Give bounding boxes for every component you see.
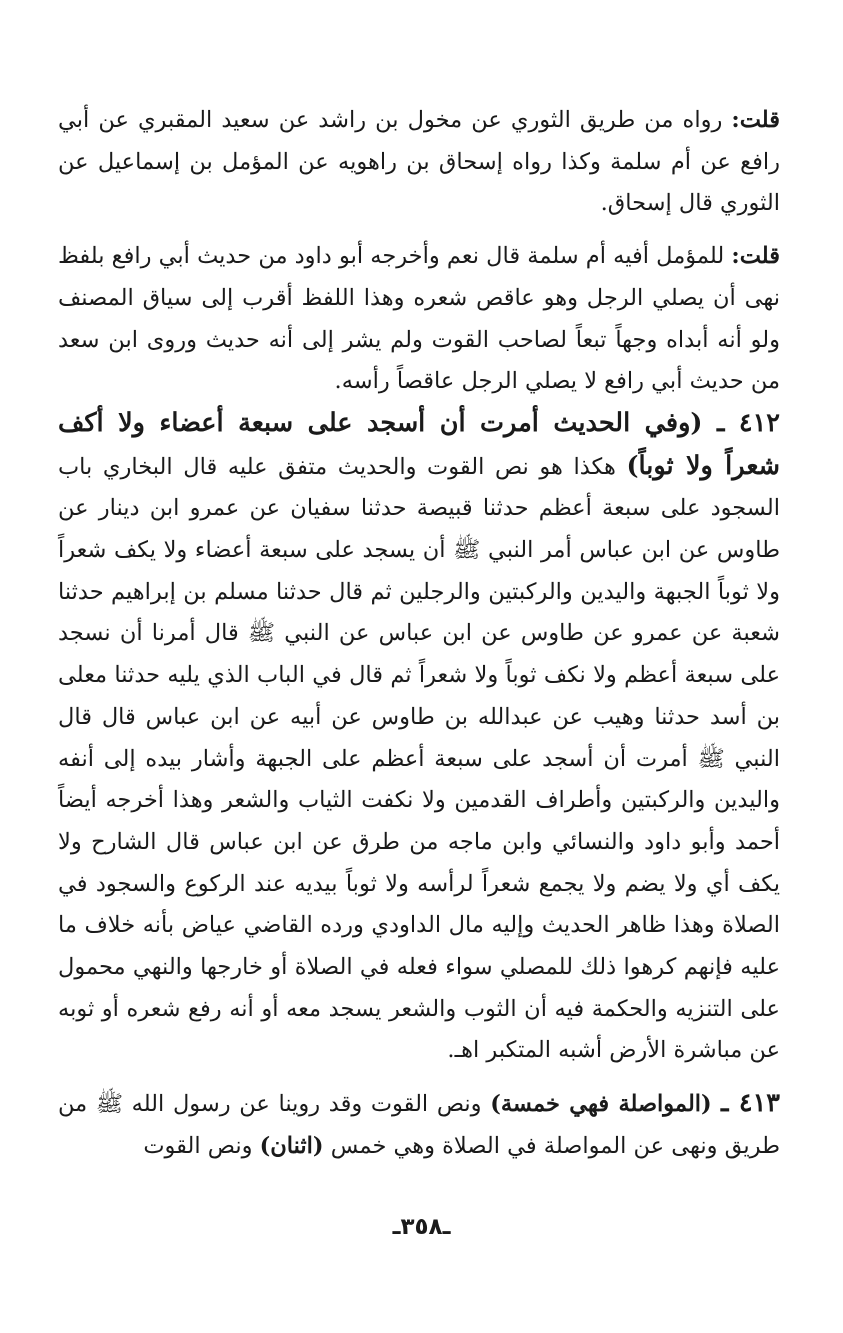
entry-heading: (وفي الحديث أمرت أن أسجد على سبعة أعضاء ولا أكف شعراً ولا ثوباً) <box>58 407 781 481</box>
paragraph-text: هكذا هو نص القوت والحديث متفق عليه قال البخاري باب السجود على سبعة أعظم حدثنا قبيصة حدثنا سفيان عن عمرو ابن دينار عن طاوس عن ابن عباس أمر النبي ﷺ أن يسجد على سبعة أعضاء ولا يكف شعراً ولا ثوباً الجبهة واليدين والركبتين والرجلين ثم قال حدثنا مسلم بن إبراهيم حدثنا شعبة عن عمرو عن طاوس عن ابن عباس عن النبي ﷺ قال أمرنا أن نسجد على سبعة أعظم ولا نكف ثوباً ولا شعراً ثم قال في الباب الذي يليه حدثنا معلى بن أسد حدثنا وهيب عن عبدالله بن طاوس عن أبيه عن ابن عباس قال قال النبي ﷺ أمرت أن أسجد على سبعة أعظم على الجبهة وأشار بيده إلى أنفه واليدين والركبتين وأطراف القدمين ولا نكفت الثياب والشعر وهذا أخرجه أيضاً أحمد وأبو داود والنسائي وابن ماجه من طرق عن ابن عباس قال الشارح ولا يكف أي ولا يضم ولا يجمع شعراً لرأسه ولا ثوباً بيديه عند الركوع والسجود في الصلاة وهذا ظاهر الحديث وإليه مال الداودي ورده القاضي عياض بأنه خلاف ما عليه فإنهم كرهوا ذلك للمصلي سواء فعله في الصلاة أو خارجها والنهي محمول على التنزيه والحكمة فيه أن الثوب والشعر يسجد معه أو أنه رفع شعره أو ثوبه عن مباشرة الأرض أشبه المتكبر اهـ. <box>58 453 780 1064</box>
page-number: ـ٣٥٨ـ <box>392 1214 451 1240</box>
paragraph-text: رواه من طريق الثوري عن مخول بن راشد عن سعيد المقبري عن أبي رافع عن أم سلمة وكذا رواه إسحاق بن راهويه عن المؤمل بن إسماعيل عن الثوري قال إسحاق. <box>58 107 780 217</box>
paragraph-lead: قلت: <box>731 243 780 270</box>
paragraph-2 <box>58 236 780 403</box>
entry-number: ٤١٢ ـ <box>716 407 780 438</box>
inline-bold: (اثنان) <box>259 1132 324 1159</box>
paragraph-text: للمؤمل أفيه أم سلمة قال نعم وأخرجه أبو داود من حديث أبي رافع بلفظ نهى أن يصلي الرجل وهو عاقص شعره وهذا اللفظ أقرب إلى سياق المصنف ولو أنه أبداه وجهاً تبعاً لصاحب القوت ولم يشر إلى أنه حديث وروى ابن سعد من حديث أبي رافع لا يصلي الرجل عاقصاً رأسه. <box>58 243 780 395</box>
entry-heading: (المواصلة فهي خمسة) <box>490 1091 722 1118</box>
entry-number: ٤١٣ ـ <box>721 1088 780 1119</box>
paragraph-413 <box>58 1083 780 1167</box>
paragraph-lead: قلت: <box>731 107 780 133</box>
page-body <box>58 100 780 1168</box>
paragraph-1 <box>58 100 780 225</box>
paragraph-412 <box>58 403 780 1072</box>
paragraph-text: ونص القوت وقد روينا عن رسول الله ﷺ من طريق ونهى عن المواصلة في الصلاة وهي خمس <box>58 1091 780 1159</box>
paragraph-tail: ونص القوت <box>143 1132 260 1159</box>
